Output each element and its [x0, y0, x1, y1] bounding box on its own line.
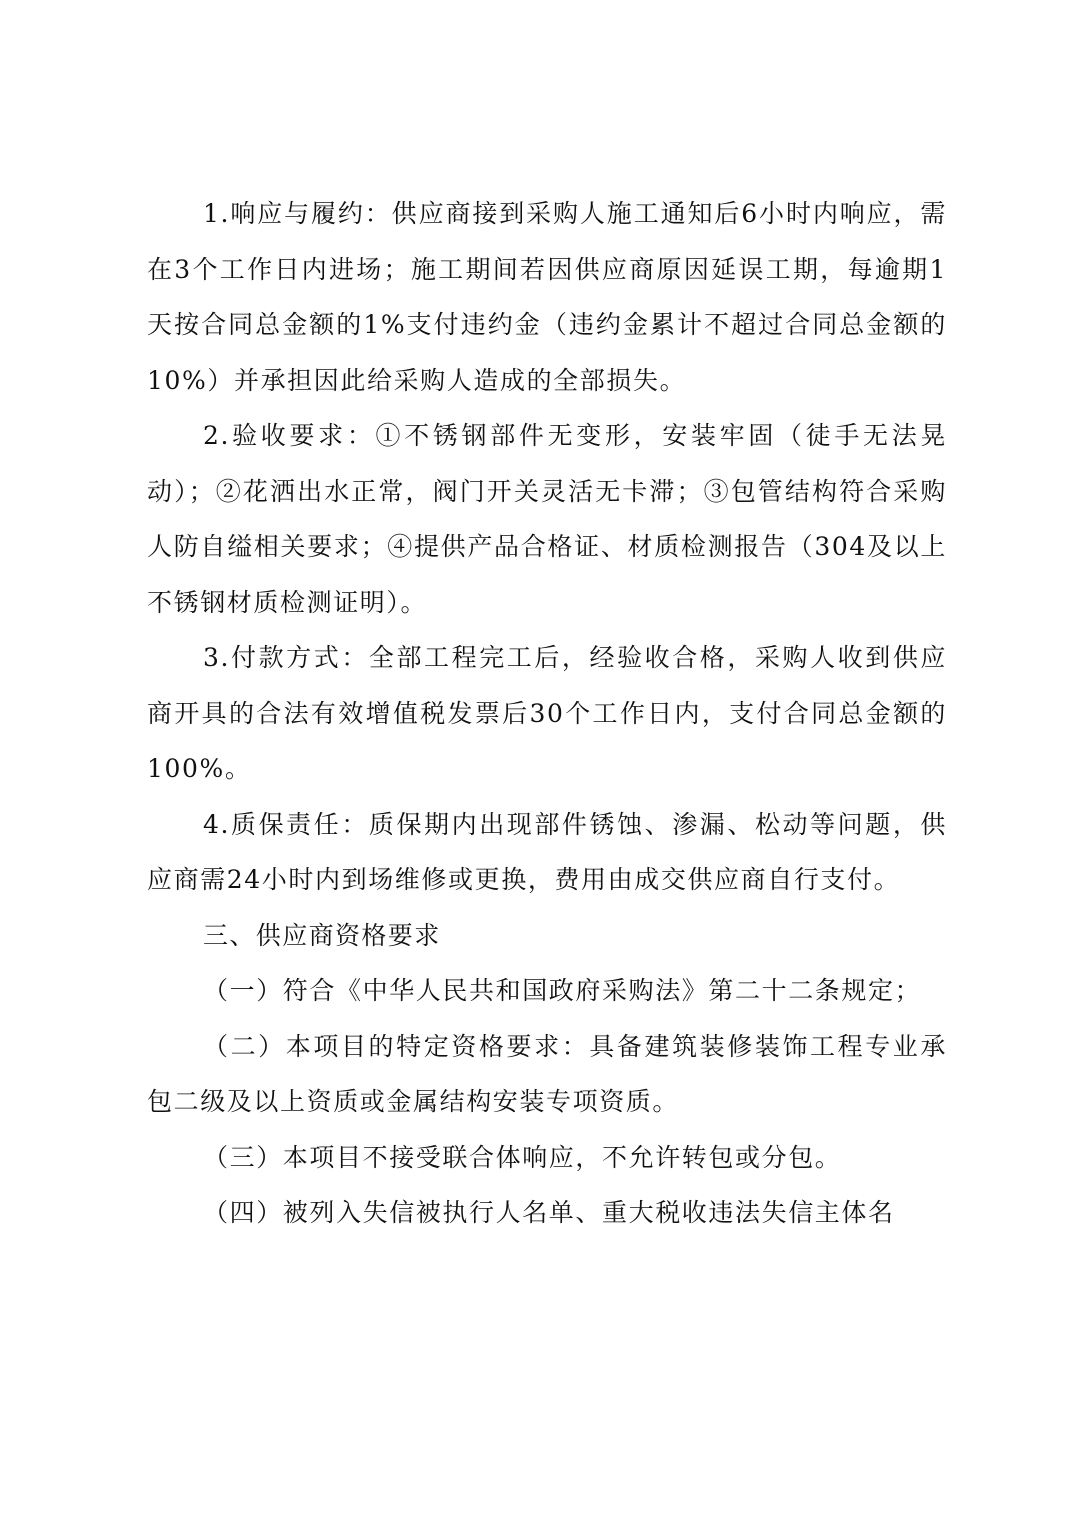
- requirement-item-1: （一）符合《中华人民共和国政府采购法》第二十二条规定；: [203, 976, 922, 1005]
- paragraph-payment-method: 3.付款方式：全部工程完工后，经验收合格，采购人收到供应商开具的合法有效增值税发票后30个工作日内，支付合同总金额的100%。: [147, 643, 947, 783]
- document-body: [147, 186, 947, 1241]
- paragraph-response-performance: 1.响应与履约：供应商接到采购人施工通知后6小时内响应，需在3个工作日内进场；施工期间若因供应商原因延误工期，每逾期1天按合同总金额的1%支付违约金（违约金累计不超过合同总金额的10%）并承担因此给采购人造成的全部损失。: [147, 199, 947, 395]
- requirement-item-4: （四）被列入失信被执行人名单、重大税收违法失信主体名: [203, 1198, 895, 1227]
- paragraph-acceptance-requirements: 2.验收要求：①不锈钢部件无变形，安装牢固（徒手无法晃动）；②花洒出水正常，阀门开关灵活无卡滞；③包管结构符合采购人防自缢相关要求；④提供产品合格证、材质检测报告（304及以上不锈钢材质检测证明）。: [147, 421, 947, 617]
- requirement-item-3: （三）本项目不接受联合体响应，不允许转包或分包。: [203, 1142, 842, 1172]
- section-heading-supplier-qualifications: 三、供应商资格要求: [203, 920, 441, 950]
- paragraph-warranty-responsibility: 4.质保责任：质保期内出现部件锈蚀、渗漏、松动等问题，供应商需24小时内到场维修或更换，费用由成交供应商自行支付。: [147, 809, 947, 894]
- requirement-item-2: （二）本项目的特定资格要求：具备建筑装修装饰工程专业承包二级及以上资质或金属结构安装专项资质。: [147, 1031, 947, 1116]
